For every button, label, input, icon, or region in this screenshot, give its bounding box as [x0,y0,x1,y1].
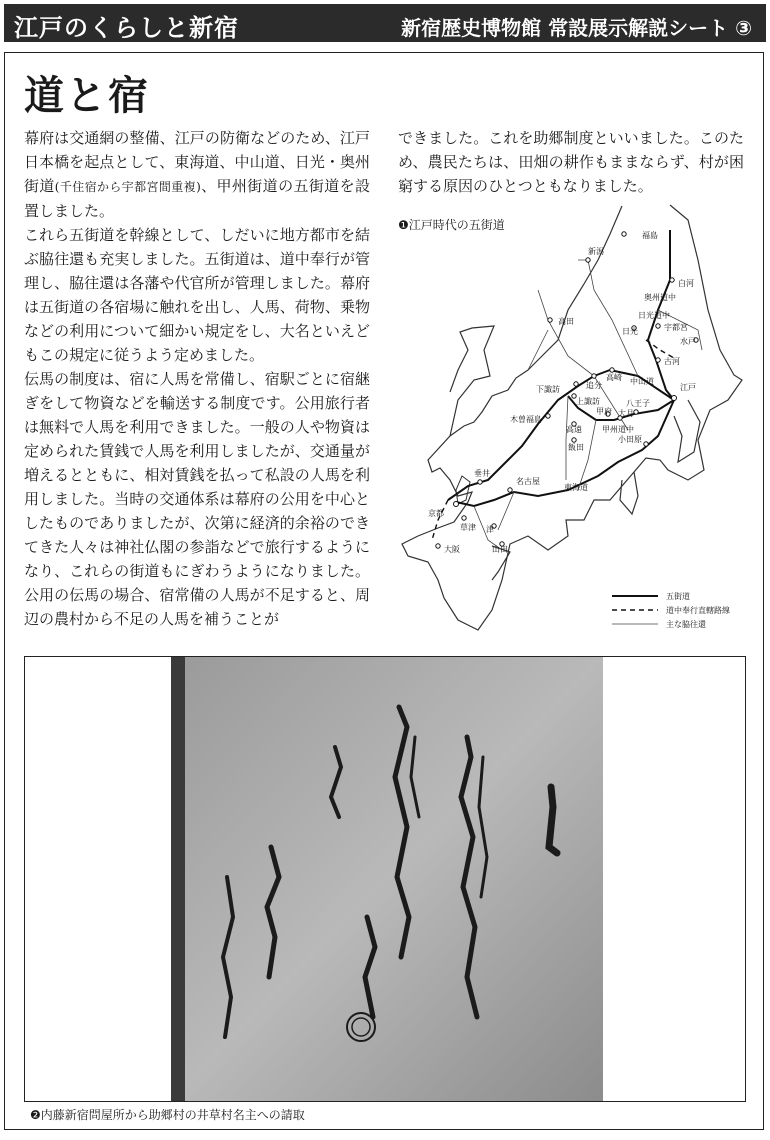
point-niigata [586,258,590,262]
label-shimosuwa: 下諏訪 [536,385,560,394]
point-shimosuwa [574,382,578,386]
point-kusatsu [462,516,466,520]
label-yamada: 山田 [492,545,508,554]
document-photo [171,657,603,1101]
point-utsunomiya [656,324,660,328]
point-shirakawa [670,278,674,282]
point-koga [656,358,660,362]
point-osaka [436,544,440,548]
body-column-right [398,126,744,198]
figure-2-caption: ❷内藤新宿問屋所から助郷村の井草村名主への請取 [30,1108,305,1122]
label-edo: 江戸 [680,383,696,392]
label-tarui: 垂井 [474,469,490,478]
label-nakasendo: 中山道 [630,377,654,386]
label-iida: 飯田 [568,443,584,452]
label-kusatsu: 草津 [460,523,476,532]
map-svg [398,200,748,640]
map-legend [612,591,730,629]
paragraph-1-text-b: 、甲州街道の五街道を設置しました。 [24,177,370,220]
label-kisofukushima: 木曽福島 [510,415,542,424]
point-kyoto [454,502,459,507]
sheet-title: 新宿歴史博物館 常設展示解説シート ③ [401,16,752,40]
map-noto [450,326,494,436]
label-odawara: 小田原 [618,435,642,444]
point-edo [672,396,677,401]
label-kyoto: 京都 [428,509,444,518]
label-oshu: 奥州道中 [644,293,676,302]
paragraph-1 [24,126,370,223]
gokaido-map [398,200,748,640]
legend-direct: 道中奉行直轄路線 [666,606,730,615]
document-photo-frame [24,656,746,1102]
point-takada [548,318,552,322]
label-hachioji: 八王子 [626,399,650,408]
header-bar [4,4,766,42]
label-osaka: 大阪 [444,545,460,554]
label-koshu: 甲州道中 [602,425,634,434]
label-takasaki: 高崎 [606,373,622,382]
label-oiwake: 追分 [586,381,602,390]
label-koga: 古河 [664,357,680,366]
label-niigata: 新潟 [588,247,604,256]
map-boso [674,400,700,462]
label-tsu: 津 [486,525,494,534]
label-utsunomiya: 宇都宮 [664,323,688,332]
paper-texture [171,657,603,1101]
figure-1-caption: ❶江戸時代の五街道 [398,218,505,232]
point-oiwake [592,374,596,378]
label-takato: 高遠 [566,425,582,434]
paragraph-2: これら五街道を幹線として、しだいに地方都市を結ぶ脇往還も充実しました。五街道は、道中奉行が管理し、脇往還は各藩や代官所が管理しました。幕府は五街道の各宿場に触れを出し、人馬、荷物、乗物などの利用について細かい規定をし、大名といえどもこの規定に従うよう定めました。 [24,226,370,364]
label-fukushima: 福島 [642,231,658,240]
label-otsuki: 大月 [618,409,634,418]
label-nikko: 日光 [622,327,638,336]
point-hachioji [634,410,638,414]
legend-waki: 主な脇往還 [666,620,706,629]
label-nikko-dochu: 日光道中 [638,311,670,320]
label-shirakawa: 白河 [678,279,694,288]
point-kisofukushima [546,414,550,418]
paragraph-1-note: (千住宿から宇都宮間重複) [54,180,201,194]
paper-edge-left [171,657,185,1101]
point-tarui [478,480,482,484]
label-mito: 水戸 [680,337,696,346]
body-column-left [24,126,370,631]
legend-gokaido: 五街道 [666,592,690,601]
label-nagoya: 名古屋 [516,477,540,486]
label-kofu: 甲府 [596,407,612,416]
map-coastline [402,205,742,630]
paragraph-1-text-a: 幕府は交通網の整備、江戸の防衛などのため、江戸日本橋を起点として、東海道、中山道、日光・奥州街道 [24,129,370,195]
series-title: 江戸のくらしと新宿 [14,13,239,42]
label-tokaido: 東海道 [564,483,588,492]
label-kamisuwa: 上諏訪 [576,397,600,406]
point-nagoya [508,488,512,492]
point-fukushima [622,232,626,236]
point-takasaki [610,368,614,372]
paragraph-4: できました。これを助郷制度といいました。このため、農民たちは、田畑の耕作もままならず、村が困窮する原因のひとつともなりました。 [398,129,744,195]
label-takada: 高田 [558,317,574,326]
point-odawara [644,442,648,446]
paragraph-3: 伝馬の制度は、宿に人馬を常備し、宿駅ごとに宿継ぎをして物資などを輸送する制度です。公用旅行者は無料で人馬を利用できました。一般の人や物資は定められた賃銭で人馬を利用しましたが、交通量が増えるとともに、相対賃銭を払って私設の人馬を利用しました。当時の交通体系は幕府の公用を中心としたものでありましたが、次第に経済的余裕のできてきた人々は神社仏閣の参詣などで旅行するようになり、これらの街道もにぎわうようになりました。公用の伝馬の場合、宿常備の人馬が不足すると、周辺の農村から不足の人馬を補うことが [24,370,370,628]
point-iida [572,438,576,442]
section-title: 道と宿 [24,73,150,119]
